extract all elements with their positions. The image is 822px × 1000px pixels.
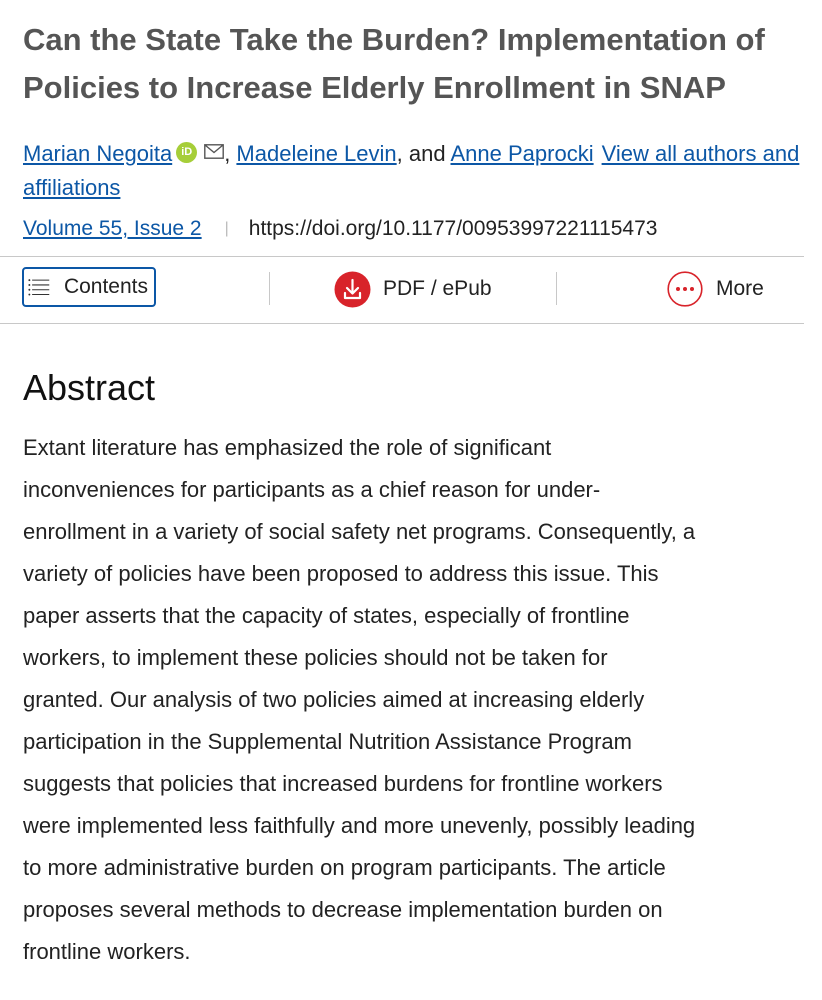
download-icon — [334, 271, 371, 308]
list-icon — [28, 274, 50, 300]
abstract-heading: Abstract — [23, 367, 156, 408]
contents-button[interactable] — [22, 267, 156, 307]
orcid-icon[interactable]: iD — [176, 142, 197, 163]
abstract-line: to more administrative burden on program participants. The article — [23, 855, 666, 880]
abstract-line: were implemented less faithfully and more unevenly, possibly leading — [23, 813, 696, 838]
abstract-line: granted. Our analysis of two policies aimed at increasing elderly — [23, 687, 645, 712]
author-list: Marian Negoita iD , Madeleine Levin, and Anne Paprocki View all authors and affiliations — [23, 135, 818, 205]
pdf-epub-label: PDF / ePub — [383, 277, 492, 300]
more-button[interactable] — [667, 270, 764, 308]
abstract-line: enrollment in a variety of social safety net programs. Consequently, a — [23, 519, 696, 544]
meta-separator: | — [224, 220, 229, 237]
abstract-line: suggests that policies that increased burdens for frontline workers — [23, 771, 663, 796]
more-dots-icon — [667, 271, 703, 307]
abstract-line: Extant literature has emphasized the role of significant — [23, 435, 552, 460]
author-link-paprocki[interactable]: Anne Paprocki — [450, 141, 594, 166]
contents-label: Contents — [63, 275, 148, 298]
toolbar-divider — [556, 272, 557, 305]
author-link-negoita[interactable]: Marian Negoita — [23, 141, 173, 166]
article-title-line: Can the State Take the Burden? Implementation of — [23, 22, 765, 57]
toolbar-top-divider — [0, 256, 804, 257]
abstract-line: frontline workers. — [23, 939, 191, 964]
author-link-levin[interactable]: Madeleine Levin — [236, 141, 397, 166]
abstract-line: participation in the Supplemental Nutrition Assistance Program — [23, 729, 632, 754]
view-all-authors-link[interactable]: View all authors and affiliations — [23, 141, 800, 200]
article-meta — [23, 213, 657, 245]
abstract-line: workers, to implement these policies should not be taken for — [23, 645, 608, 670]
pdf-epub-button[interactable] — [334, 270, 492, 308]
volume-issue-link[interactable]: Volume 55, Issue 2 — [23, 217, 202, 240]
abstract-line: variety of policies have been proposed to address this issue. This — [23, 561, 659, 586]
toolbar-bottom-divider — [0, 323, 804, 324]
abstract-line: proposes several methods to decrease implementation burden on — [23, 897, 663, 922]
abstract-text — [23, 427, 813, 973]
author-conjunction: , and — [396, 141, 446, 166]
article-title-line: Policies to Increase Elderly Enrollment in SNAP — [23, 70, 726, 105]
article-title — [23, 16, 813, 112]
toolbar-divider — [269, 272, 270, 305]
doi-text[interactable]: https://doi.org/10.1177/00953997221115473 — [248, 217, 658, 240]
more-label: More — [716, 277, 764, 300]
mail-icon[interactable] — [204, 135, 224, 169]
abstract-line: inconveniences for participants as a chief reason for under- — [23, 477, 601, 502]
abstract-line: paper asserts that the capacity of states, especially of frontline — [23, 603, 630, 628]
